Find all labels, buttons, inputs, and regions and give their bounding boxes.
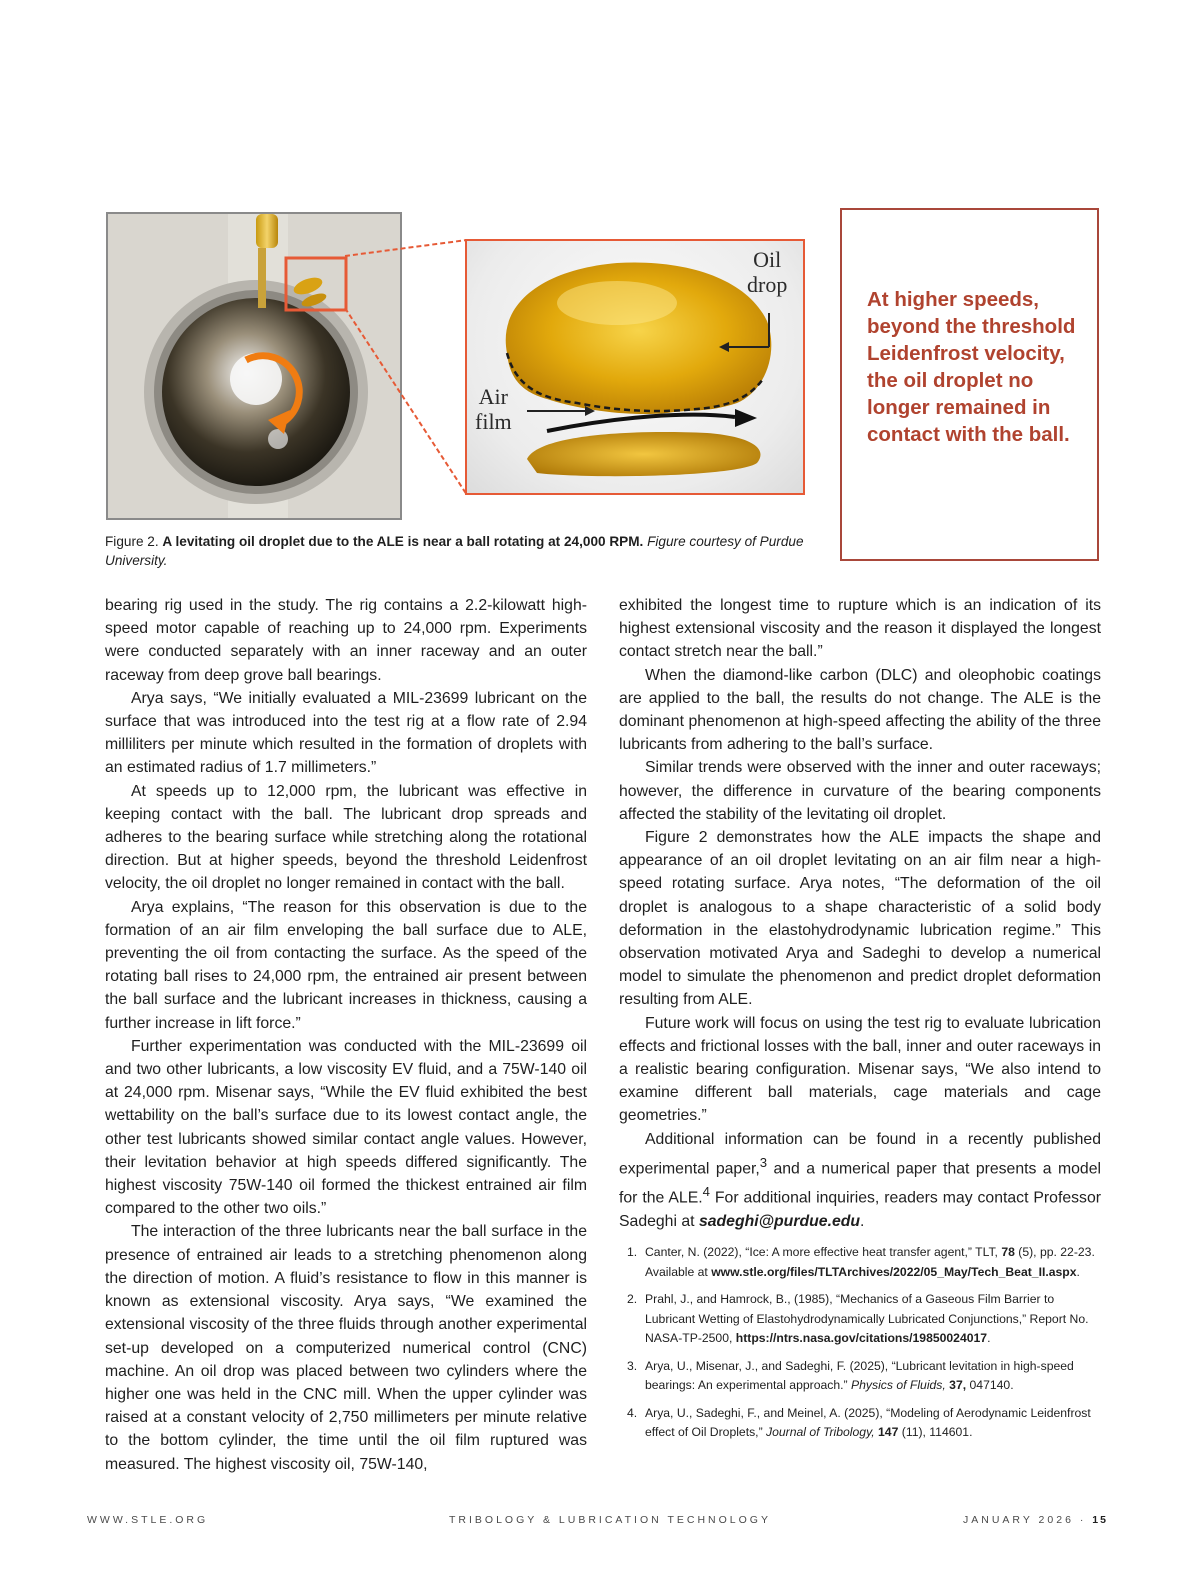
pull-quote-box [840,208,1099,561]
footer-publication: TRIBOLOGY & LUBRICATION TECHNOLOGY [449,1514,771,1526]
reference-number: 3. [627,1358,638,1373]
reference-item [623,1290,1101,1349]
caption-credit: Figure courtesy of Purdue University. [105,534,804,568]
figure-photo-droplet [465,239,805,495]
paragraph: Figure 2 demonstrates how the ALE impacts the shape and appearance of an oil droplet levitating on an air film near a high-speed rotating surface. Arya notes, “The deformation of the oil droplet is analogous to a shape characteristic of a solid body deformation in the elastohydrodynamic lubrication regime.” This observation motivated Arya and Sadeghi to develop a numerical model to simulate the phenomenon and predict droplet deformation resulting from ALE. [619,829,1101,1009]
rotating-ball-illustration [108,214,402,520]
closing-text: and a numerical paper that presents a model for the ALE. [619,1160,1102,1207]
reference-number: 4. [627,1405,638,1420]
caption-prefix: Figure 2. [105,534,163,549]
left-column [105,594,587,1476]
reference-number: 2. [627,1292,638,1306]
paragraph: Further experimentation was conducted with the MIL-23699 oil and two other lubricants, a low viscosity EV fluid, and a 75W-140 oil at 24,000 rpm. Misenar says, “While the EV fluid exhibited the best wettability on the ball’s surface due to its lowest contact angle, the other test lubricants showed similar contact angle values. However, their levitation behavior at high speeds differed significantly. The highest viscosity 75W-140 oil formed the thickest entrained air film compared to the other two oils.” [105,1037,587,1218]
reference-text: (11), 114601. [898,1425,973,1439]
reference-text: (5), pp. 22-23. Available at [645,1245,1095,1279]
paragraph: When the diamond-like carbon (DLC) and oleophobic coatings are applied to the ball, the results do not change. The ALE is the dominant phenomenon at high-speed affecting the ability of the three lubricants from adhering to the ball’s surface. [619,666,1101,754]
footnote-marker: 3 [759,1154,768,1170]
email-link[interactable]: sadeghi@purdue.edu [698,1212,861,1230]
paragraph: Arya explains, “The reason for this observation is due to the formation of an air film enveloping the ball surface due to ALE, preventing the oil from contacting the surface. As the speed of the rotating ball rises to 24,000 rpm, the entrained air present between the ball surface and the lubricant increases in thickness, causing a further increase in lift force.” [105,898,587,1032]
paragraph: Future work will focus on using the test rig to evaluate lubrication effects and frictional losses with the ball, inner and outer raceways in a realistic bearing configuration. Misenar says, “We also intend to examine different ball materials, cage materials and cage geometries.” [619,1014,1101,1125]
pull-quote-text: At higher speeds, beyond the threshold Leidenfrost velocity, the oil droplet no longer remained in contact with the ball. [867,288,1076,446]
figure-caption [105,532,805,570]
reference-text: . [1076,1264,1080,1279]
reference-journal: Physics of Fluids, [850,1378,946,1392]
figure-photo-ball [106,212,402,520]
reference-text: . [987,1331,991,1345]
reference-item [623,1243,1101,1282]
reference-item [623,1357,1101,1396]
reference-volume: 147 [874,1425,899,1439]
reference-item [623,1404,1101,1443]
reference-volume: 78 [1001,1245,1015,1259]
oil-drop-label-line2: drop [747,272,788,297]
air-film-label [475,384,512,434]
air-film-label-line1: Air [478,384,508,409]
paragraph: exhibited the longest time to rupture which is an indication of its highest extensional viscosity and the reason it displayed the longest contact stretch near the ball.” [619,597,1101,661]
reference-text: Prahl, J., and Hamrock, B., (1985), “Mechanics of a Gaseous Film Barrier to Lubricant Wetting of Elastohydrodynamically Lubricated Conjunctions,” Report No. NASA-TP-2500, [645,1292,1089,1345]
footer-website[interactable]: WWW.STLE.ORG [87,1514,209,1526]
paragraph: At speeds up to 12,000 rpm, the lubricant was effective in keeping contact with the ball. The lubricant drop spreads and adheres to the bearing surface while stretching along the rotational direction. But at higher speeds, beyond the threshold Leidenfrost velocity, the oil droplet no longer remained in contact with the ball. [105,782,587,893]
closing-text: For additional inquiries, readers may contact Professor Sadeghi at [619,1189,1101,1230]
reference-volume: 37, [945,1378,967,1392]
caption-bold: A levitating oil droplet due to the ALE is near a ball rotating at 24,000 RPM. [162,534,644,549]
paragraph: bearing rig used in the study. The rig contains a 2.2-kilowatt high-speed motor capable of reaching up to 24,000 rpm. Experiments were conducted separately with an inner raceway and an outer raceway from deep grove ball bearings. [105,597,587,684]
footnote-marker: 4 [702,1184,710,1200]
paragraph: The interaction of the three lubricants near the ball surface in the presence of entrained air leads to a stretching phenomenon along the direction of motion. A fluid’s resistance to flow in this manner is known as extensional viscosity. Arya says, “We examined the extensional viscosity of the three fluids through another experimental set-up developed on a computerized numerical control (CNC) machine. An oil drop was placed between two cylinders where the higher one was held in the CNC mill. When the upper cylinder was raised at a constant velocity of 2,750 millimeters per minute relative to the bottom cylinder, the time until the oil film ruptured was measured. The highest viscosity oil, 75W-140, [105,1223,587,1473]
footer-date-page [963,1514,1108,1526]
reference-text: Arya, U., Sadeghi, F., and Meinel, A. (2025), “Modeling of Aerodynamic Leidenfrost effect of Oil Droplets,” [645,1405,1091,1439]
page-number: 15 [1092,1514,1108,1526]
reference-url[interactable]: www.stle.org/files/TLTArchives/2022/05_May/Tech_Beat_II.aspx [711,1264,1077,1279]
reference-text: 047140. [966,1378,1014,1392]
oil-drop-label-line1: Oil [753,247,782,272]
references-list [623,1243,1101,1451]
closing-text: Additional information can be found in a recently published experimental paper, [619,1130,1101,1178]
reference-number: 1. [627,1245,638,1259]
footer-date: JANUARY 2026 · [963,1514,1093,1526]
oil-drop-label [747,247,787,297]
paragraph: Similar trends were observed with the inner and outer raceways; however, the difference in curvature of the bearing components affected the stability of the levitating oil droplet. [619,759,1101,823]
reference-url[interactable]: https://ntrs.nasa.gov/citations/19850024017 [735,1331,988,1345]
air-film-label-line2: film [475,409,512,434]
reference-text: Arya, U., Misenar, J., and Sadeghi, F. (2025), “Lubricant levitation in high-speed bearings: An experimental approach.” [645,1358,1074,1392]
paragraph: Arya says, “We initially evaluated a MIL-23699 lubricant on the surface that was introduced into the test rig at a flow rate of 2.94 milliliters per minute which resulted in the formation of droplets with an estimated radius of 1.7 millimeters.” [105,689,587,777]
reference-text: Canter, N. (2022), “Ice: A more effective heat transfer agent,” TLT, [645,1245,1002,1259]
closing-paragraph [619,1128,1101,1233]
closing-text: . [860,1212,865,1230]
reference-journal: Journal of Tribology, [766,1425,875,1439]
right-column [619,594,1101,1233]
